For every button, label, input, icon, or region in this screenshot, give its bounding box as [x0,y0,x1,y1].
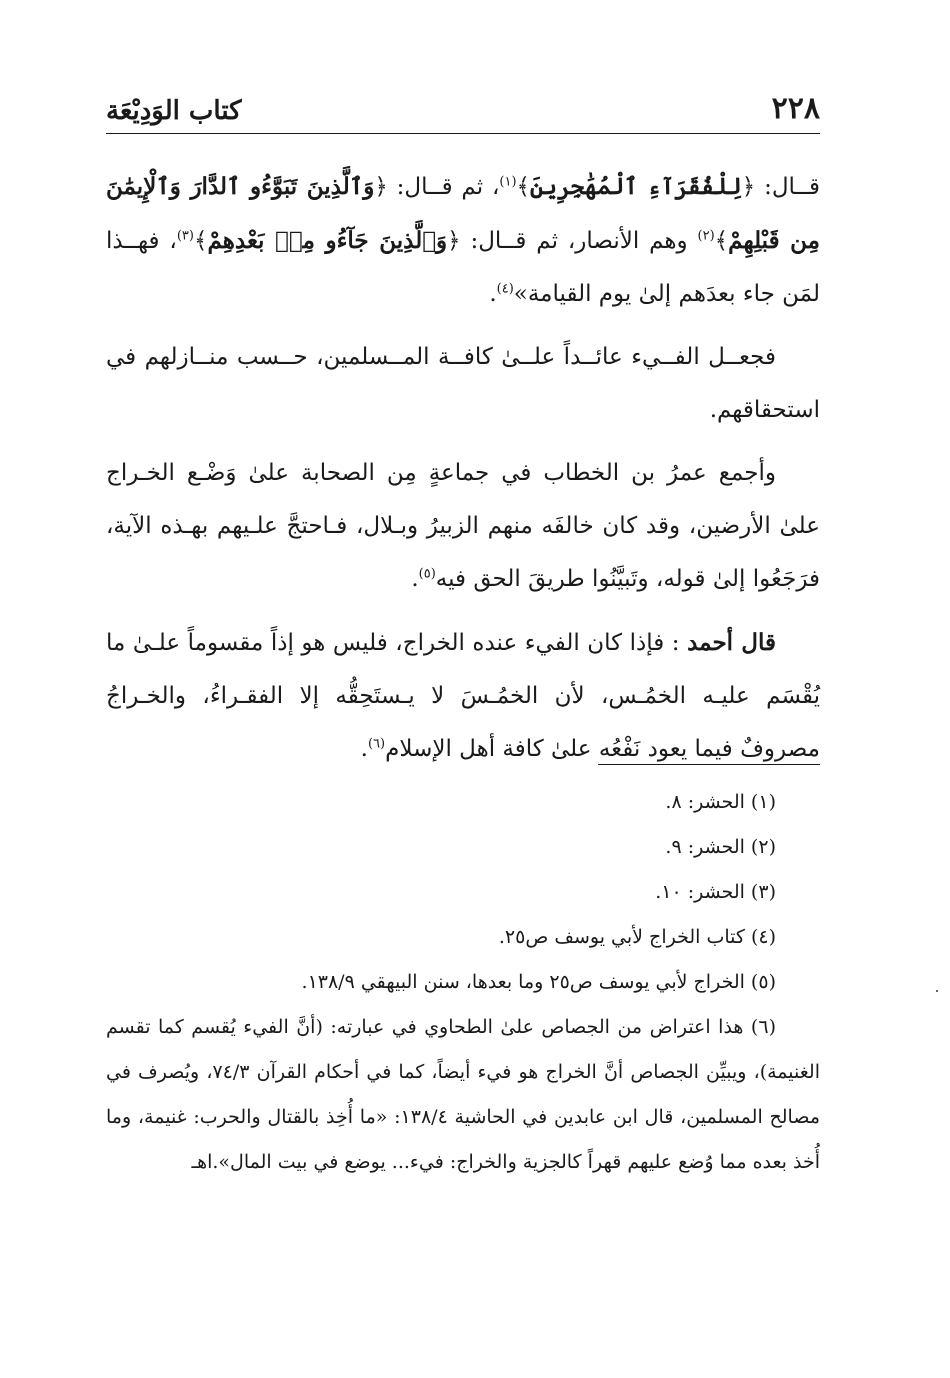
p1-text-3: وهم الأنصار، ثم قــال: [460,228,698,254]
p4-end: . [360,736,368,762]
p3-text: وأجمع عمرُ بن الخطاب في جماعةٍ مِن الصحابة علىٰ وَضْـع الخـراج علىٰ الأرضين، وقد كان خالفَه منهم الزبيرُ وبـلال، فـاحتجَّ علـيهم بهـذه الآية، فرَجَعُوا إلىٰ قوله، وتَبيَّنُوا طريقَ الحق فيه [106,460,820,592]
p1-text-1: قــال: [755,174,821,200]
p3-end: . [411,566,419,592]
footnote-ref-2[interactable]: (٢) [697,228,715,244]
quran-bracket-open: ﴿ [741,174,756,200]
footnote-ref-1[interactable]: (١) [499,174,517,190]
quran-bracket-close: ﴾ [714,228,729,254]
main-text [106,160,820,786]
p1-text-2: ، ثم قــال: [387,174,500,200]
footnote-separator [598,764,820,765]
p4-text: : فإذا كان الفيء عنده الخراج، فليس هو إذاً مقسوماً علـىٰ ما يُقْسَم عليـه الخمُـس، لأن الخمُـسَ لا يـستَحِقُّه إلا الفقـراءُ، والخـراجُ مصروفٌ فيما يعود نَفْعُه علىٰ كافة أهل الإسلام [106,630,820,762]
footnote-5: (٥) الخراج لأبي يوسف ص٢٥ وما بعدها، سنن البيهقي ١٣٨/٩. [301,971,776,993]
quran-bracket-open: ﴿ [374,174,388,200]
speaker-label: قال أحمد [687,629,777,656]
paragraph-1 [106,160,820,321]
footnotes [106,780,820,1185]
footnote-ref-4[interactable]: (٤) [496,281,514,297]
footnote-4: (٤) كتاب الخراج لأبي يوسف ص٢٥. [498,926,776,948]
footnote-ref-3[interactable]: (٣) [176,228,194,244]
page-header [106,82,820,126]
quran-verse-1: لِلْفُقَرَآءِ ٱلْمُهَٰجِرِينَ [530,173,742,200]
quran-verse-2: وَٱلَّذِينَ تَبَوَّءُو ٱلدَّارَ وَٱلْإِيمَٰنَ مِن قَبْلِهِمْ [106,173,821,254]
quran-verse-3: وَٱلَّذِينَ جَآءُو مِنۢ بَعْدِهِمْ [207,227,448,254]
footnote-ref-5[interactable]: (٥) [418,566,436,582]
paragraph-2: فجعــل الفــيء عائــداً علــىٰ كافــة المــسلمين، حــسب منــازلهم في استحقاقهم. [106,344,820,423]
footnote-3: (٣) الحشر: ١٠. [655,881,776,903]
footnote-ref-6[interactable]: (٦) [367,736,386,752]
p1-text-4: ، فهــذا لمَن جاء بعدَهم إلىٰ يوم القيامة» [106,228,820,307]
quran-bracket-close: ﴾ [516,174,531,200]
scan-speck [936,990,938,992]
paragraph-4 [106,616,820,776]
header-rule [106,133,820,134]
p1-text-5: . [489,281,497,307]
quran-bracket-close: ﴾ [193,228,208,254]
quran-bracket-open: ﴿ [447,228,461,254]
page-number: ٢٢٨ [771,91,820,126]
footnote-2: (٢) الحشر: ٩. [665,836,776,858]
running-title: كتاب الوَدِيْعَة [106,96,242,126]
footnote-1: (١) الحشر: ٨. [665,791,776,813]
paragraph-3 [106,447,820,606]
footnote-6: (٦) هذا اعتراض من الجصاص علىٰ الطحاوي في عبارته: (أنَّ الفيء يُقسم كما تقسم الغنيمة)، ويبيِّن الجصاص أنَّ الخراج هو فيء أيضاً، كما في أحكام القرآن ٧٤/٣، ويُصرف في مصالح المسلمين، قال ابن عابدين في الحاشية ١٣٨/٤: «ما أُخِذ بالقتال والحرب: غنيمة، وما أُخذ بعده مما وُضع عليهم قهراً كالجزية والخراج: فيء... يوضع في بيت المال».اهـ [106,1016,820,1173]
